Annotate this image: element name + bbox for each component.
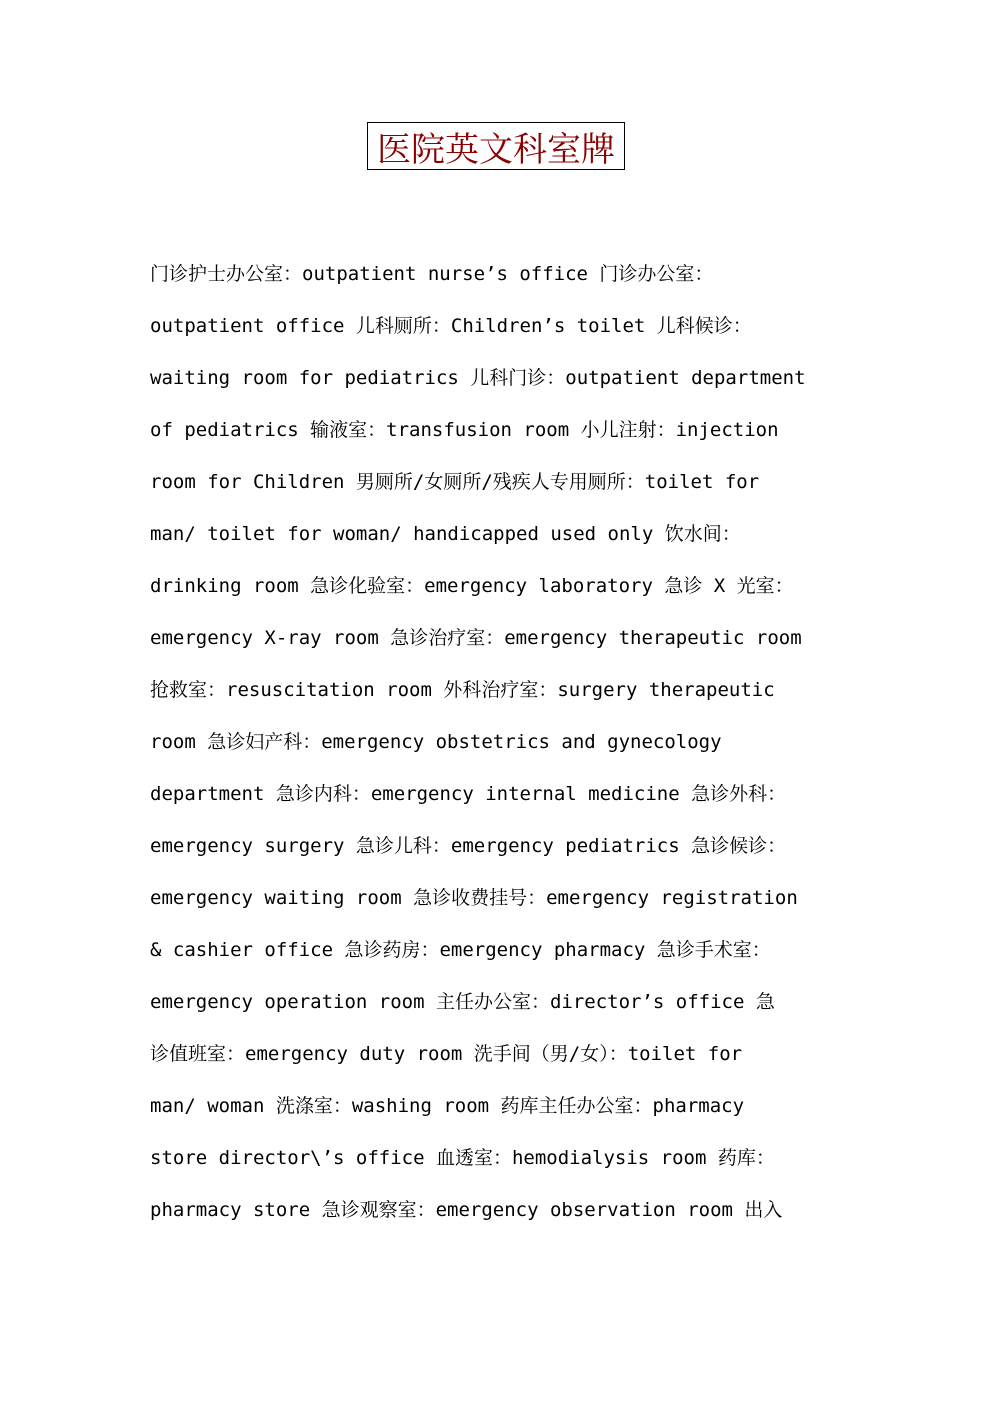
text-line: room 急诊妇产科：emergency obstetrics and gynecology	[150, 731, 722, 753]
page-title: 医院英文科室牌	[367, 122, 625, 170]
text-line: man/ toilet for woman/ handicapped used only 饮水间：	[150, 523, 741, 545]
text-line: 门诊护士办公室：outpatient nurse’s office 门诊办公室：	[150, 263, 714, 285]
text-line: & cashier office 急诊药房：emergency pharmacy 急诊手术室：	[150, 939, 771, 961]
text-line: of pediatrics 输液室：transfusion room 小儿注射：injection	[150, 419, 779, 441]
text-line: emergency operation room 主任办公室：director’s office 急	[150, 991, 775, 1013]
text-line: department 急诊内科：emergency internal medicine 急诊外科：	[150, 783, 787, 805]
text-line: waiting room for pediatrics 儿科门诊：outpatient department	[150, 367, 806, 389]
text-line: emergency waiting room 急诊收费挂号：emergency registration	[150, 887, 798, 909]
text-line: pharmacy store 急诊观察室：emergency observation room 出入	[150, 1199, 783, 1221]
body-text	[150, 248, 844, 1236]
text-line: man/ woman 洗涤室：washing room 药库主任办公室：pharmacy	[150, 1095, 745, 1117]
text-line: emergency X-ray room 急诊治疗室：emergency therapeutic room	[150, 627, 802, 649]
text-line: drinking room 急诊化验室：emergency laboratory 急诊 X 光室：	[150, 575, 794, 597]
text-line: emergency surgery 急诊儿科：emergency pediatrics 急诊候诊：	[150, 835, 787, 857]
text-line: 抢救室：resuscitation room 外科治疗室：surgery therapeutic	[150, 679, 775, 701]
text-line: store director\’s office 血透室：hemodialysis room 药库：	[150, 1147, 775, 1169]
text-line: 诊值班室：emergency duty room 洗手间（男/女）：toilet for	[150, 1043, 743, 1065]
text-line: outpatient office 儿科厕所：Children’s toilet 儿科候诊：	[150, 315, 752, 337]
text-line: room for Children 男厕所/女厕所/残疾人专用厕所：toilet for	[150, 471, 760, 493]
